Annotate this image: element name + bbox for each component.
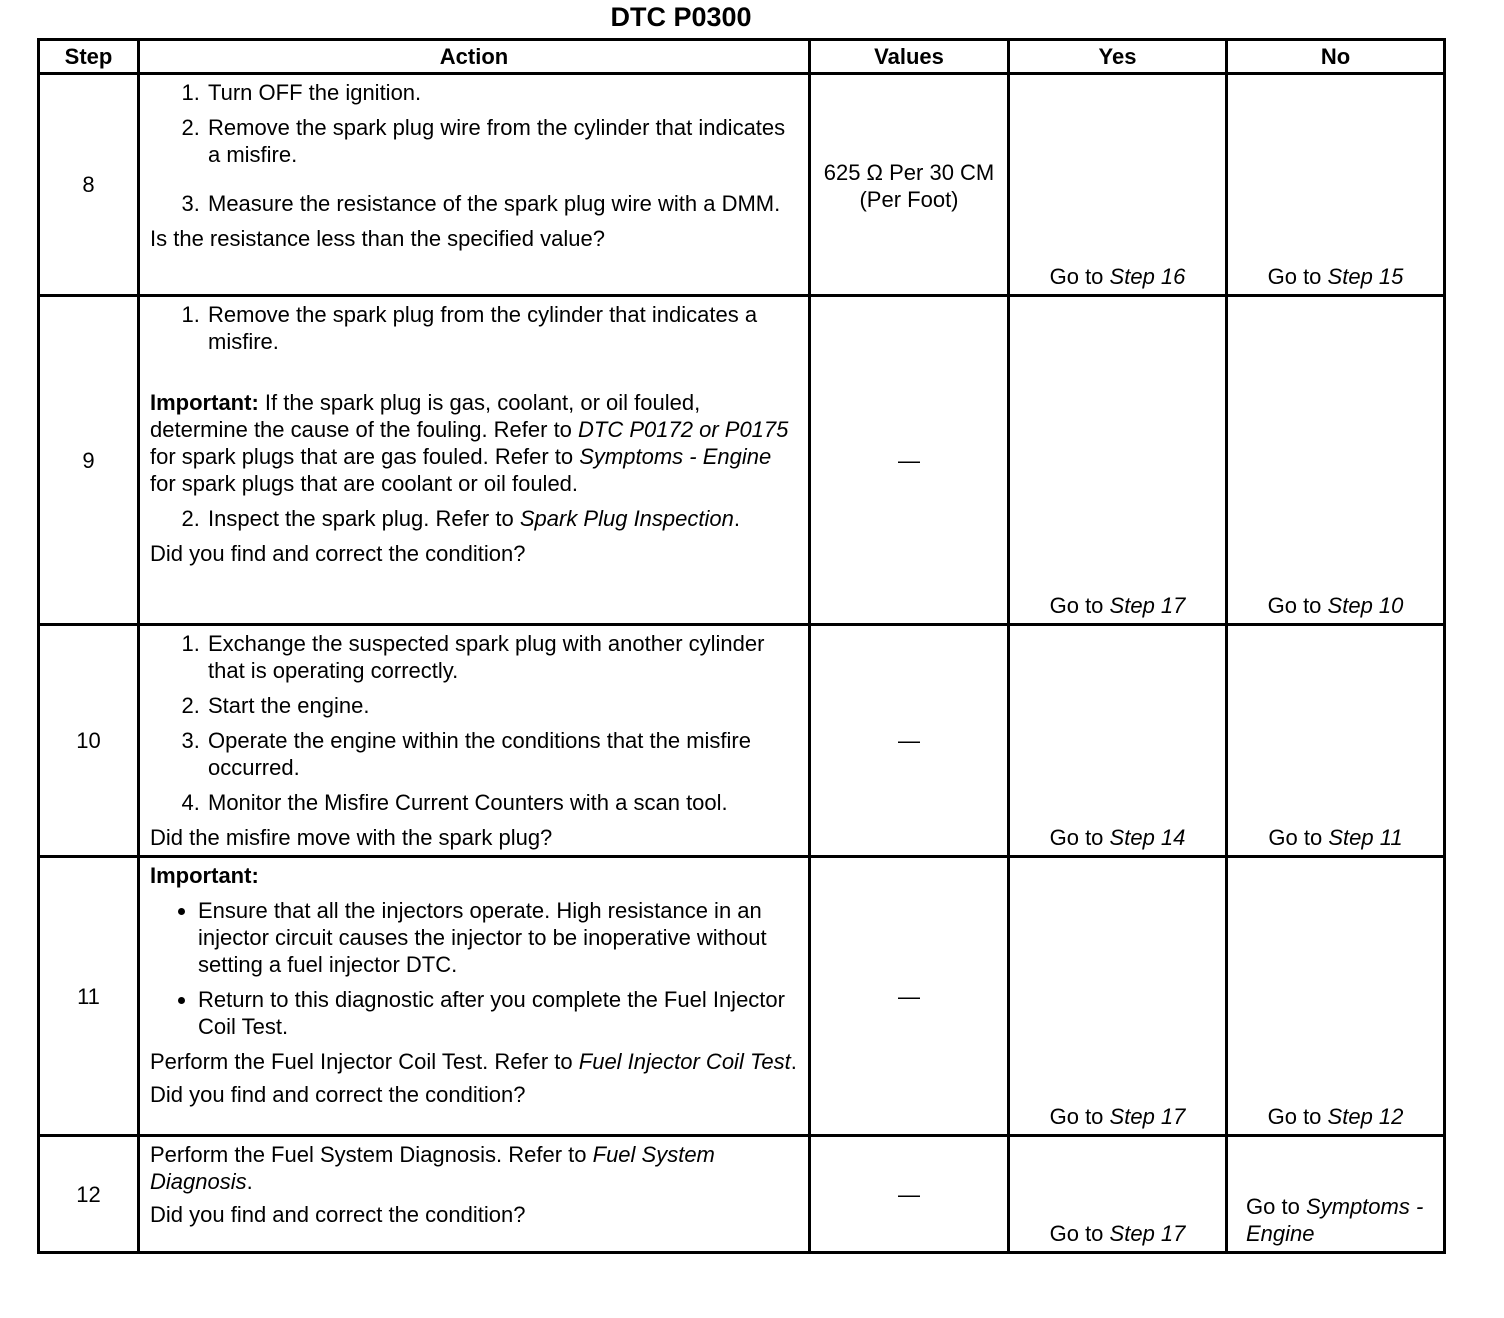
value-cell: — [810,1136,1009,1253]
step-number: 11 [39,857,139,1136]
action-cell [139,1136,810,1253]
bullet-item: • Return to this diagnostic after you complete the Fuel Injector Coil Test. [198,986,800,1040]
action-step: 4. Monitor the Misfire Current Counters with a scan tool. [206,789,800,816]
header-values: Values [810,40,1009,74]
value-cell: — [810,625,1009,857]
reference-link: Spark Plug Inspection [519,506,734,531]
step-number: 10 [39,625,139,857]
yes-target: Step 17 [1109,1104,1186,1129]
reference-link: Fuel Injector Coil Test [578,1049,791,1074]
action-cell [139,857,810,1136]
yes-cell [1009,625,1227,857]
perform-text: Perform the Fuel Injector Coil Test. Refer to Fuel Injector Coil Test. [150,1049,797,1074]
go-to-label: Go to [1267,1104,1322,1129]
no-target: Step 12 [1327,1104,1404,1129]
no-cell [1227,625,1445,857]
header-yes: Yes [1009,40,1227,74]
go-to-label: Go to [1049,264,1104,289]
no-cell [1227,1136,1445,1253]
yes-cell [1009,1136,1227,1253]
important-label: Important: [150,863,259,888]
value-line: (Per Foot) [859,187,959,212]
no-target: Step 15 [1327,264,1404,289]
yes-target: Step 14 [1109,825,1186,850]
go-to-label: Go to [1267,593,1322,618]
table-row [39,1136,1445,1253]
bullet-item: • Ensure that all the injectors operate. High resistance in an injector circuit causes the injector to be inoperative without setting a fuel injector DTC. [198,897,800,978]
go-to-label: Go to [1049,825,1104,850]
table-row [39,857,1445,1136]
value-cell [810,74,1009,296]
step-number: 9 [39,296,139,625]
perform-text: Perform the Fuel System Diagnosis. Refer to Fuel System Diagnosis. [150,1142,715,1194]
header-step: Step [39,40,139,74]
action-cell [139,296,810,625]
table-header-row [39,40,1445,74]
action-step: 1. Remove the spark plug from the cylinder that indicates a misfire. [206,301,800,355]
action-cell [139,74,810,296]
table-row [39,625,1445,857]
no-target: Symptoms - Engine [1246,1194,1424,1246]
no-target: Step 10 [1327,593,1404,618]
question: Did you find and correct the condition? [150,541,526,566]
action-step: 3. Measure the resistance of the spark plug wire with a DMM. [206,190,800,217]
yes-target: Step 17 [1109,1221,1186,1246]
yes-cell [1009,74,1227,296]
value-line: 625 Ω Per 30 CM [823,160,995,185]
action-cell [139,625,810,857]
important-label: Important: [150,390,259,415]
yes-cell [1009,296,1227,625]
yes-target: Step 16 [1109,264,1186,289]
table-row [39,296,1445,625]
page-title: DTC P0300 [610,2,752,32]
go-to-label: Go to [1049,1221,1104,1246]
question: Did you find and correct the condition? [150,1082,526,1107]
header-action: Action [139,40,810,74]
no-cell [1227,74,1445,296]
important-note: Important: If the spark plug is gas, coolant, or oil fouled, determine the cause of the fouling. Refer to DTC P0172 or P0175 for spark plugs that are gas fouled. Refer to Symptoms - Engine for spark plugs that are coolant or oil fouled. [150,390,789,496]
go-to-label: Go to [1049,1104,1104,1129]
table-row [39,74,1445,296]
action-step: 1. Exchange the suspected spark plug with another cylinder that is operating correctly. [206,630,800,684]
action-step: 2. Remove the spark plug wire from the cylinder that indicates a misfire. [206,114,800,168]
question: Did the misfire move with the spark plug? [150,825,553,850]
reference-link: Fuel System Diagnosis [150,1142,715,1194]
step-number: 8 [39,74,139,296]
yes-cell [1009,857,1227,1136]
step-number: 12 [39,1136,139,1253]
yes-target: Step 17 [1109,593,1186,618]
action-step: 2. Inspect the spark plug. Refer to Spark Plug Inspection. [206,505,800,532]
go-to-label: Go to [1268,825,1323,850]
no-cell [1227,296,1445,625]
go-to-label: Go to [1246,1194,1300,1219]
action-step: 2. Start the engine. [206,692,800,719]
no-target: Step 11 [1328,825,1403,850]
go-to-label: Go to [1267,264,1322,289]
action-step: 1. Turn OFF the ignition. [206,79,800,106]
go-to-label: Go to [1049,593,1104,618]
value-cell: — [810,857,1009,1136]
header-no: No [1227,40,1445,74]
question: Is the resistance less than the specified value? [150,226,605,251]
value-cell: — [810,296,1009,625]
question: Did you find and correct the condition? [150,1202,526,1227]
no-cell [1227,857,1445,1136]
action-step: 3. Operate the engine within the conditions that the misfire occurred. [206,727,800,781]
diagnostic-table [37,38,1446,1254]
